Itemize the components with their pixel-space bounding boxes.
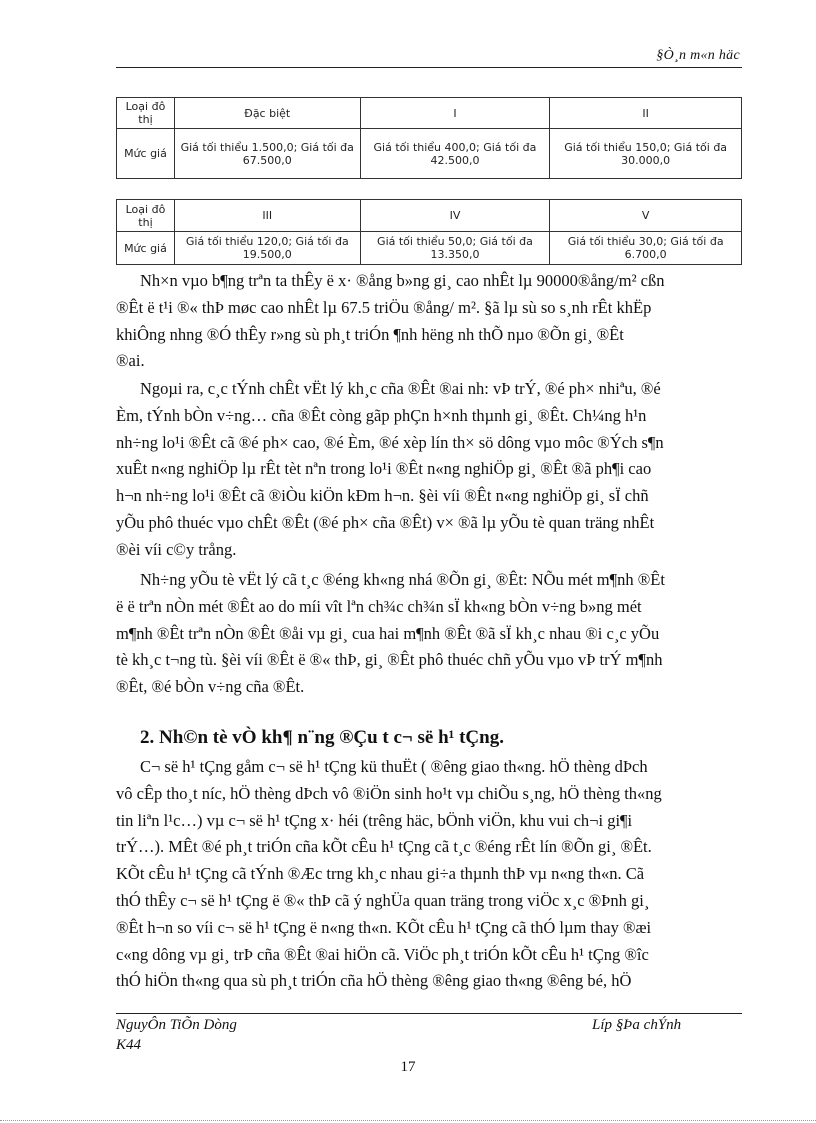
page-number: 17 (400, 1059, 416, 1075)
paragraph-line: ®èi víi c©y trång. (116, 539, 237, 559)
table2-price-iv: Giá tối thiểu 50,0; Giá tối đa 13.350,0 (360, 232, 550, 265)
table2-col-iii: III (174, 200, 360, 232)
paragraph-line: ®Êt ë t¹i ®« thÞ møc cao nhÊt lµ 67.5 triÖu ®ång/ m². §ã lµ sù so s¸nh rÊt khËp (116, 297, 652, 317)
paragraph-line: vô cÊp tho¸t níc, hÖ thèng dÞch vô ®iÖn sinh ho¹t vµ chiÕu s¸ng, hÖ thèng th«ng (116, 783, 662, 803)
header-title: §Ò¸n m«n häc (656, 48, 740, 63)
paragraph-line: Èm, tÝnh bÒn v÷ng… cña ®Êt còng gãp phÇn h×nh thµnh gi¸ ®Êt. Ch¼ng h¹n (116, 405, 647, 425)
table1-price-special: Giá tối thiểu 1.500,0; Giá tối đa 67.500,0 (174, 129, 360, 179)
price-table-2 (116, 199, 742, 265)
paragraph-line: khiÔng nhng ®Ó thÊy r»ng sù ph¸t triÓn ¶nh hëng nh thÕ nµo ®Õn gi¸ ®Êt (116, 324, 624, 344)
footer-class: Líp §Þa chÝnh (592, 1017, 682, 1033)
table1-price-ii: Giá tối thiểu 150,0; Giá tối đa 30.000,0 (550, 129, 742, 179)
table1-col-i: I (360, 98, 550, 129)
paragraph-line: yÕu phô thuéc vµo chÊt ®Êt (®é ph× cña ®Êt) v× ®ã lµ yÕu tè quan träng nhÊt (116, 512, 655, 532)
paragraph-line: ®Êt h¬n so víi c¬ së h¹ tÇng ë n«ng th«n. KÕt cÊu h¹ tÇng cã thÓ lµm thay ®æi (116, 917, 652, 937)
paragraph-line: thÓ thÊy c¬ së h¹ tÇng ë ®« thÞ cã ý nghÜa quan träng trong viÖc x¸c ®Þnh gi¸ (116, 890, 650, 910)
paragraph-3 (116, 567, 742, 701)
paragraph-line: ®ai. (116, 351, 145, 371)
header-rule (116, 67, 742, 68)
price-table-1 (116, 97, 742, 179)
table2-row-label-type: Loại đô thị (117, 200, 175, 232)
paragraph-line: tè kh¸c t¬ng tù. §èi víi ®Êt ë ®« thÞ, gi¸ ®Êt phô thuéc chñ yÕu vµo vÞ trÝ m¶nh (116, 650, 663, 670)
table1-col-ii: II (550, 98, 742, 129)
table2-col-iv: IV (360, 200, 550, 232)
footer-rule (116, 1013, 742, 1014)
paragraph-line: m¶nh ®Êt trªn nÒn ®Êt ®åi vµ gi¸ cua hai m¶nh ®Êt ®ã sÏ kh¸c nhau ®i c¸c yÕu (116, 623, 660, 643)
paragraph-line: ®Êt, ®é bÒn v÷ng cña ®Êt. (116, 677, 305, 697)
paragraph-line: tin liªn l¹c…) vµ c¬ së h¹ tÇng x· héi (trêng häc, bÖnh viÖn, khu vui ch¬i gi¶i (116, 810, 633, 830)
paragraph-line: xuÊt n«ng nghiÖp lµ rÊt tèt nªn trong lo¹i ®Êt n«ng nghiÖp gi¸ ®Êt ®ã ph¶i cao (116, 459, 652, 479)
paragraph-line: h¬n nh÷ng lo¹i ®Êt cã ®iÒu kiÖn kÐm h¬n. §èi víi ®Êt n«ng nghiÖp gi¸ sÏ chñ (116, 486, 649, 506)
table2-price-iii: Giá tối thiểu 120,0; Giá tối đa 19.500,0 (174, 232, 360, 265)
table2-col-v: V (550, 200, 742, 232)
footer-author: NguyÔn TiÕn Dòng (116, 1017, 237, 1033)
paragraph-line: C¬ së h¹ tÇng gåm c¬ së h¹ tÇng kü thuËt ( ®êng giao th«ng. hÖ thèng dÞch (140, 757, 648, 776)
paragraph-4 (116, 754, 742, 995)
table1-price-i: Giá tối thiểu 400,0; Giá tối đa 42.500,0 (360, 129, 550, 179)
footer-cohort: K44 (116, 1037, 142, 1053)
page-bottom-edge (0, 1120, 816, 1121)
paragraph-line: nh÷ng lo¹i ®Êt cã ®é ph× cao, ®é Èm, ®é xèp lín th× sö dông vµo môc ®Ých s¶n (116, 432, 664, 452)
paragraph-line: thÓ hiÖn th«ng qua sù ph¸t triÓn cña hÖ thèng ®êng giao th«ng ®êng bé, hÖ (116, 971, 632, 991)
paragraph-1 (116, 268, 742, 375)
paragraph-line: Nh×n vµo b¶ng trªn ta thÊy ë x· ®ång b»ng gi¸ cao nhÊt lµ 90000®ång/m² cßn (140, 271, 665, 290)
section-heading: 2. Nh©n tè vÒ kh¶ n¨ng ®Çu t c¬ së h¹ tÇng. (140, 727, 504, 748)
paragraph-line: Nh÷ng yÕu tè vËt lý cã t¸c ®éng kh«ng nhá ®Õn gi¸ ®Êt: NÕu mét m¶nh ®Êt (140, 570, 665, 589)
table1-row-label-type: Loại đô thị (117, 98, 175, 129)
table2-row-label-price: Mức giá (117, 232, 175, 265)
table1-col-special: Đặc biệt (174, 98, 360, 129)
paragraph-line: Ngoµi ra, c¸c tÝnh chÊt vËt lý kh¸c cña ®Êt ®ai nh: vÞ trÝ, ®é ph× nhiªu, ®é (140, 379, 661, 398)
paragraph-line: ë ë trªn nÒn mét ®Êt ao do míi vît lªn ch¾c ch¾n sÏ kh«ng bÒn v÷ng b»ng mét (116, 596, 642, 616)
paragraph-line: trÝ…). MÊt ®é ph¸t triÓn cña kÕt cÊu h¹ tÇng cã t¸c ®éng rÊt lín ®Õn gi¸ ®Êt. (116, 837, 652, 857)
table2-price-v: Giá tối thiểu 30,0; Giá tối đa 6.700,0 (550, 232, 742, 265)
paragraph-line: c«ng dông vµ gi¸ trÞ cña ®Êt ®ai hiÖn cã. ViÖc ph¸t triÓn kÕt cÊu h¹ tÇng ®îc (116, 944, 649, 964)
table1-row-label-price: Mức giá (117, 129, 175, 179)
paragraph-2 (116, 376, 742, 564)
paragraph-line: KÕt cÊu h¹ tÇng cã tÝnh ®Æc trng kh¸c nhau gi÷a thµnh thÞ vµ n«ng th«n. Cã (116, 864, 645, 884)
